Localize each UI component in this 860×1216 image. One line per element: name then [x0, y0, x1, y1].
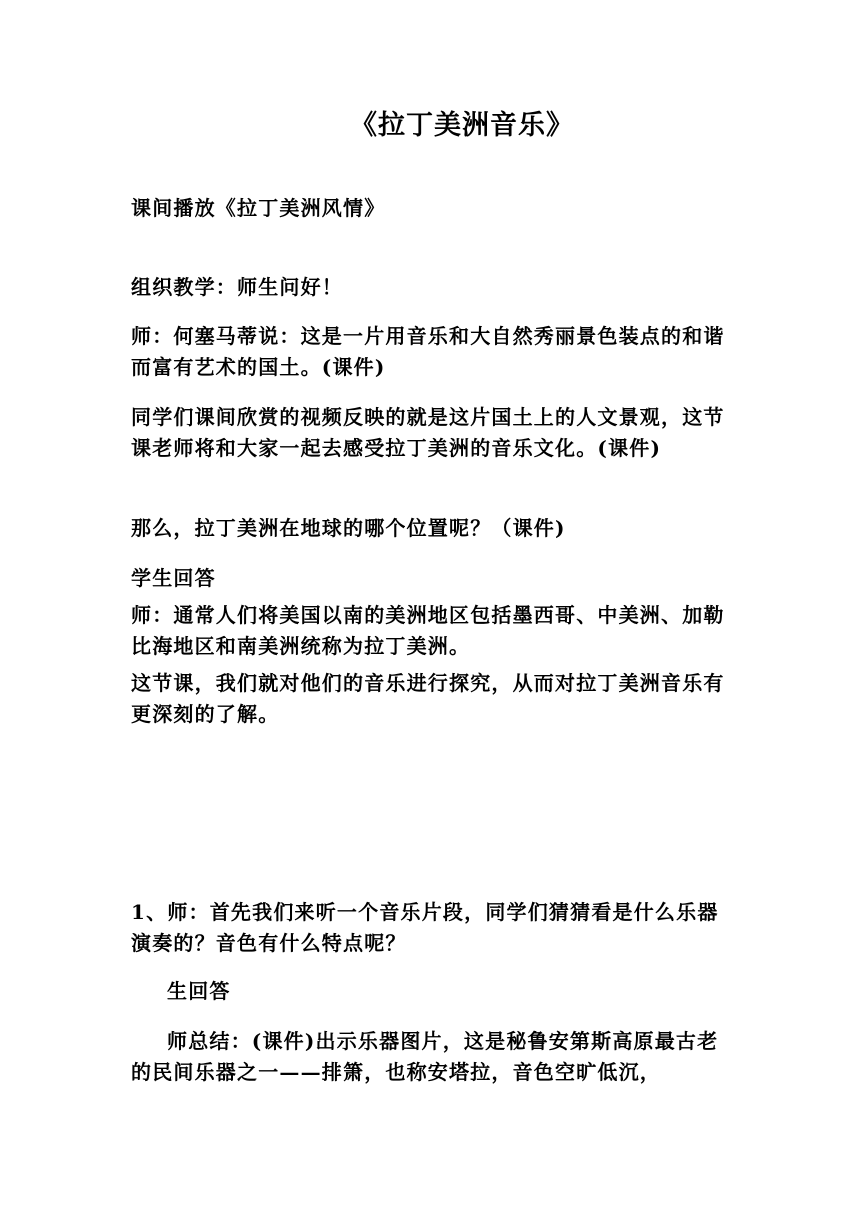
paragraph-definition: 师：通常人们将美国以南的美洲地区包括墨西哥、中美洲、加勒比海地区和南美洲统称为拉丁美洲。 [131, 603, 725, 658]
paragraph-teacher-summary: 师总结：(课件)出示乐器图片，这是秘鲁安第斯高原最古老的民间乐器之一——排箫，也称安塔拉，音色空旷低沉， [131, 1029, 719, 1084]
paragraph-teacher-quote: 师：何塞马蒂说：这是一片用音乐和大自然秀丽景色装点的和谐而富有艺术的国土。(课件) [131, 324, 725, 379]
paragraph-intro-video: 课间播放《拉丁美洲风情》 [131, 196, 386, 220]
paragraph-lesson-goal: 这节课，我们就对他们的音乐进行探究，从而对拉丁美洲音乐有更深刻的了解。 [131, 671, 725, 726]
paragraph-student-answer: 学生回答 [131, 566, 216, 590]
paragraph-students-respond: 生回答 [167, 979, 231, 1003]
document-title: 《拉丁美洲音乐》 [350, 110, 574, 141]
paragraph-location-question: 那么，拉丁美洲在地球的哪个位置呢？（课件) [131, 516, 566, 540]
paragraph-listening-question: 1、师：首先我们来听一个音乐片段，同学们猜猜看是什么乐器演奏的？音色有什么特点呢？ [131, 900, 719, 955]
paragraph-video-reflection: 同学们课间欣赏的视频反映的就是这片国土上的人文景观，这节课老师将和大家一起去感受拉丁美洲的音乐文化。(课件) [131, 405, 725, 460]
paragraph-organize-teaching: 组织教学：师生问好！ [131, 275, 343, 299]
